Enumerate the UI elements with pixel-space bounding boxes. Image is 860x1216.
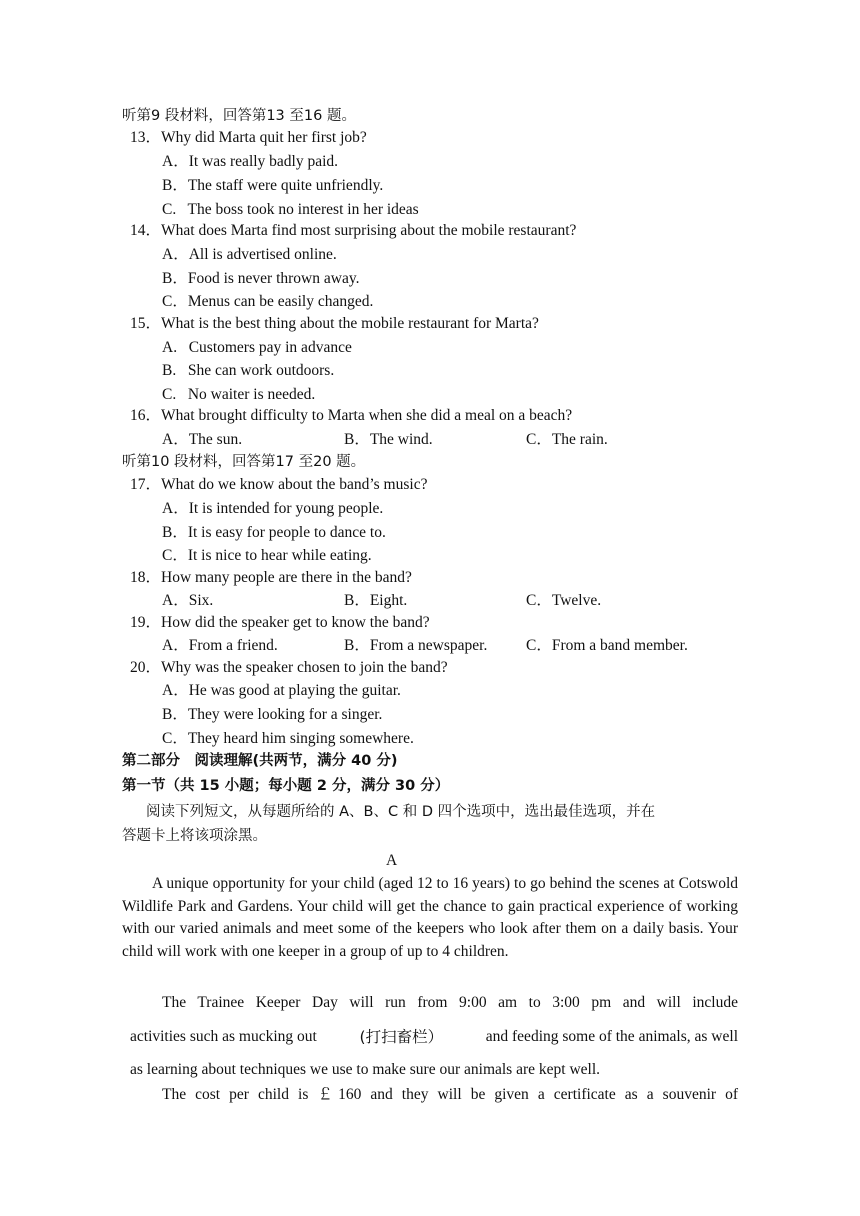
question-13: 13．Why did Marta quit her first job?	[130, 129, 367, 146]
q19-option-a: A．From a friend.	[162, 637, 278, 654]
reading-instruction-line2: 答题卡上将该项涂黑。	[122, 828, 267, 844]
question-15: 15．What is the best thing about the mobile restaurant for Marta?	[130, 315, 539, 332]
q20-option-a: A．He was good at playing the guitar.	[162, 682, 401, 699]
question-18: 18．How many people are there in the band?	[130, 569, 412, 586]
q19-option-b: B．From a newspaper.	[344, 637, 488, 654]
q14-option-a: A．All is advertised online.	[162, 246, 337, 263]
q18-option-c: C．Twelve.	[526, 592, 602, 609]
q19-option-c: C．From a band member.	[526, 637, 688, 654]
question-16: 16．What brought difficulty to Marta when she did a meal on a beach?	[130, 407, 573, 424]
q20-option-b: B．They were looking for a singer.	[162, 706, 383, 723]
question-19: 19．How did the speaker get to know the band?	[130, 614, 430, 631]
q13-option-b: B．The staff were quite unfriendly.	[162, 177, 384, 194]
q13-option-c: C. The boss took no interest in her ideas	[162, 201, 419, 218]
q17-option-c: C．It is nice to hear while eating.	[162, 547, 372, 564]
reading-section-title: 第一节（共 15 小题；每小题 2 分，满分 30 分）	[122, 778, 450, 794]
chinese-gloss: (打扫畜栏）	[359, 1028, 444, 1046]
passage-label: A	[386, 852, 398, 869]
q14-option-c: C．Menus can be easily changed.	[162, 293, 374, 310]
q15-option-b: B. She can work outdoors.	[162, 362, 335, 379]
q16-option-a: A．The sun.	[162, 431, 243, 448]
p2-line2-text-a: activities such as mucking out	[130, 1028, 317, 1045]
passage-paragraph-1: A unique opportunity for your child (aged 12 to 16 years) to go behind the scenes at Cotswold Wildlife Park and Gardens. Your child will get the chance to gain practical experience of working with our varied animals and meet some of the keepers who look after them on a daily basis. Your child will work with one keeper in a group of up to 4 children.	[122, 875, 738, 960]
reading-part-title: 第二部分 阅读理解(共两节，满分 40 分)	[122, 753, 398, 769]
passage-paragraph-2-line-3: as learning about techniques we use to make sure our animals are kept well.	[130, 1061, 601, 1078]
q18-option-b: B．Eight.	[344, 592, 408, 609]
q16-option-c: C．The rain.	[526, 431, 608, 448]
q16-option-b: B．The wind.	[344, 431, 433, 448]
question-20: 20．Why was the speaker chosen to join the band?	[130, 659, 448, 676]
q18-option-a: A．Six.	[162, 592, 214, 609]
q15-option-c: C. No waiter is needed.	[162, 386, 316, 403]
q17-option-a: A．It is intended for young people.	[162, 500, 384, 517]
question-17: 17．What do we know about the band’s music?	[130, 476, 428, 493]
question-14: 14．What does Marta find most surprising about the mobile restaurant?	[130, 222, 577, 239]
p2-line2-text-b: and feeding some of the animals, as well	[485, 1028, 738, 1045]
reading-instruction-line1: 阅读下列短文，从每题所给的 A、B、C 和 D 四个选项中，选出最佳选项，并在	[146, 804, 656, 820]
q15-option-a: A. Customers pay in advance	[162, 339, 352, 356]
passage-paragraph-2-line-1: The Trainee Keeper Day will run from 9:00 am to 3:00 pm and will include	[162, 994, 738, 1011]
q13-option-a: A．It was really badly paid.	[162, 153, 339, 170]
q20-option-c: C．They heard him singing somewhere.	[162, 730, 414, 747]
passage-paragraph-2-line-2	[130, 1027, 738, 1047]
q17-option-b: B．It is easy for people to dance to.	[162, 524, 386, 541]
passage-paragraph-3-line-1: The cost per child is ￡160 and they will be given a certificate as a souvenir of	[162, 1086, 738, 1103]
listening-section-10-heading: 听第10 段材料，回答第17 至20 题。	[122, 454, 366, 470]
listening-section-9-heading: 听第9 段材料，回答第13 至16 题。	[122, 108, 356, 124]
q14-option-b: B．Food is never thrown away.	[162, 270, 360, 287]
